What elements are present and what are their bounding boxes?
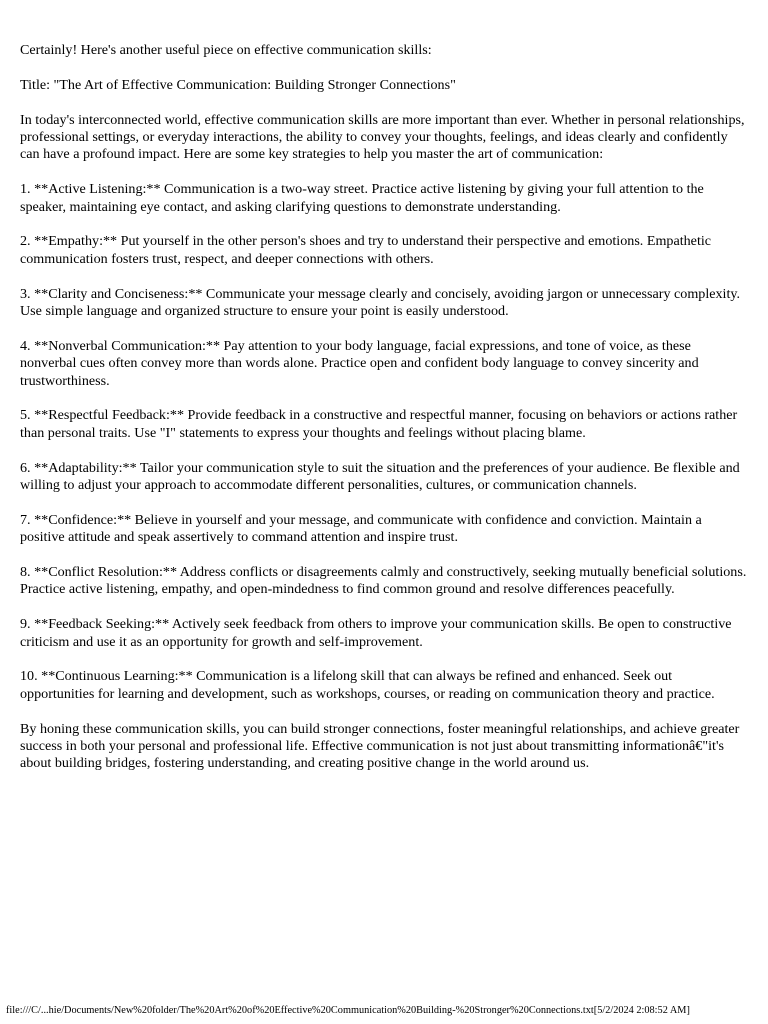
tip-adaptability: 6. **Adaptability:** Tailor your communication style to suit the situation and the preferences of your audience. Be flexible and willing to adjust your approach to accommodate different personalities, cultures, or communication channels.	[20, 459, 744, 494]
intro-line: Certainly! Here's another useful piece on effective communication skills:	[20, 42, 432, 58]
conclusion-paragraph: By honing these communication skills, you can build stronger connections, foster meaningful relationships, and achieve greater success in both your personal and professional life. Effective communication is not just about transmitting informationâ€"it's about building bridges, fostering understanding, and creating positive change in the world around us.	[20, 720, 743, 772]
tip-feedback-seeking: 9. **Feedback Seeking:** Actively seek feedback from others to improve your communication skills. Be open to constructive criticism and use it as an opportunity for growth and self-improvement.	[20, 616, 736, 650]
tip-nonverbal: 4. **Nonverbal Communication:** Pay attention to your body language, facial expressions, and tone of voice, as these nonverbal cues often convey more than words alone. Practice open and confident body language to convey sincerity and trustworthiness.	[20, 337, 703, 389]
tip-clarity: 3. **Clarity and Conciseness:** Communicate your message clearly and concisely, avoiding jargon or unnecessary complexity. Use simple language and organized structure to ensure your point is easily understood.	[20, 285, 744, 320]
tip-conflict-resolution: 8. **Conflict Resolution:** Address conflicts or disagreements calmly and constructively, seeking mutually beneficial solutions. Practice active listening, empathy, and open-mindedness to find common ground and resolve differences peacefully.	[20, 564, 750, 598]
document-body	[20, 42, 748, 790]
tip-respectful-feedback: 5. **Respectful Feedback:** Provide feedback in a constructive and respectful manner, focusing on behaviors or actions rather than personal traits. Use "I" statements to express your thoughts and feelings without placing blame.	[20, 407, 741, 441]
title-line: Title: "The Art of Effective Communication: Building Stronger Connections"	[20, 76, 456, 93]
tip-empathy: 2. **Empathy:** Put yourself in the other person's shoes and try to understand their perspective and emotions. Empathetic communication fosters trust, respect, and deeper connections with others.	[20, 233, 715, 267]
tip-active-listening: 1. **Active Listening:** Communication is a two-way street. Practice active listening by giving your full attention to the speaker, maintaining eye contact, and asking clarifying questions to demonstrate understanding.	[20, 181, 708, 215]
print-footer-file-path: file:///C/...hie/Documents/New%20folder/The%20Art%20of%20Effective%20Communication%20Building-%20Stronger%20Connections.txt[5/2/2024 2:08:52 AM]	[6, 1005, 690, 1016]
intro-paragraph: In today's interconnected world, effective communication skills are more important than ever. Whether in personal relationships, professional settings, or everyday interactions, the ability to convey your thoughts, feelings, and ideas clearly and confidently can have a profound impact. Here are some key strategies to help you master the art of communication:	[20, 111, 749, 163]
tip-confidence: 7. **Confidence:** Believe in yourself and your message, and communicate with confidence and conviction. Maintain a positive attitude and speak assertively to command attention and inspire trust.	[20, 511, 706, 546]
tip-continuous-learning: 10. **Continuous Learning:** Communication is a lifelong skill that can always be refined and enhanced. Seek out opportunities for learning and development, such as workshops, courses, or reading on communication theory and practice.	[20, 668, 715, 702]
